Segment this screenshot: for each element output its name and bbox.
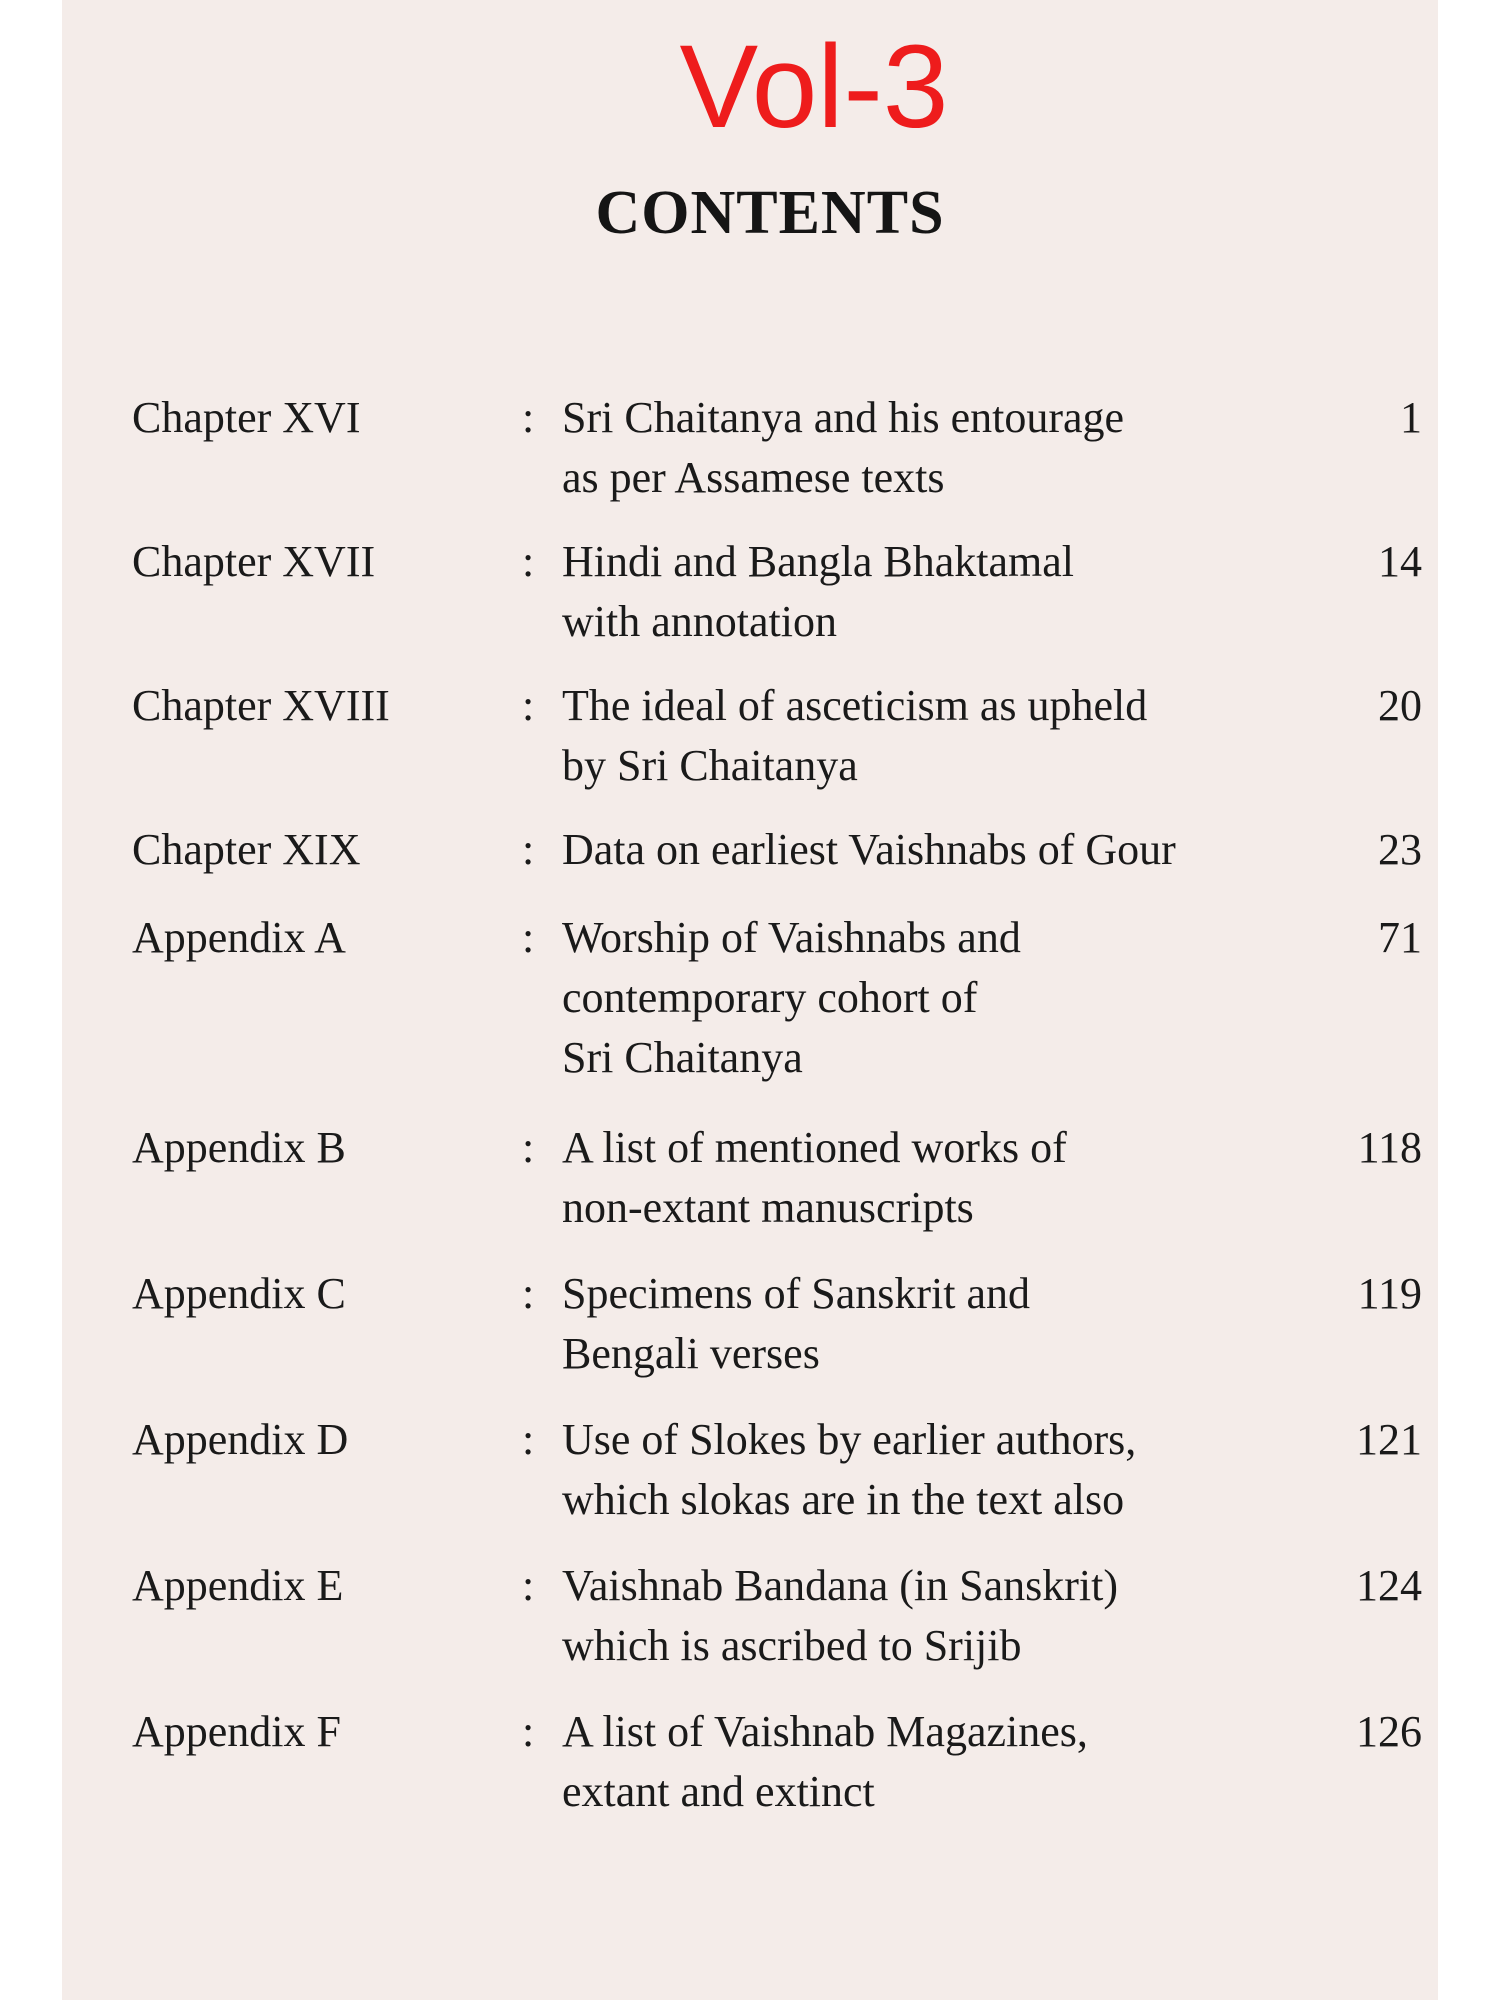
toc-entry-title-line: The ideal of asceticism as upheld bbox=[562, 681, 1148, 730]
toc-entry-title-line: extant and extinct bbox=[562, 1767, 875, 1816]
toc-entry-page: 121 bbox=[1356, 1415, 1422, 1464]
toc-entry-title-line: A list of mentioned works of bbox=[562, 1123, 1067, 1172]
toc-entry-label: Appendix F bbox=[132, 1707, 341, 1756]
toc-entry-appendix-b bbox=[132, 1118, 1422, 1238]
volume-label: Vol-3 bbox=[679, 21, 949, 153]
toc-entry-label: Chapter XVII bbox=[132, 537, 376, 586]
toc-entry-page: 71 bbox=[1378, 913, 1422, 962]
book-page bbox=[62, 0, 1438, 2000]
toc-entry-appendix-c bbox=[132, 1264, 1422, 1384]
toc-separator: : bbox=[522, 1269, 535, 1318]
toc-entry-title-line: A list of Vaishnab Magazines, bbox=[562, 1707, 1088, 1756]
toc-separator: : bbox=[522, 1123, 535, 1172]
toc-entry-page: 20 bbox=[1378, 681, 1422, 730]
toc-entry-page: 23 bbox=[1378, 825, 1422, 874]
toc-entry-chapter-xviii bbox=[132, 676, 1422, 796]
toc-entry-title bbox=[562, 1118, 1302, 1238]
toc-entry-title-line: non-extant manuscripts bbox=[562, 1183, 974, 1232]
toc-entry-title-line: Data on earliest Vaishnabs of Gour bbox=[562, 825, 1176, 874]
toc-entry-page: 1 bbox=[1400, 393, 1422, 442]
toc-entry-title-line: which slokas are in the text also bbox=[562, 1475, 1125, 1524]
toc-entry-label: Appendix D bbox=[132, 1415, 349, 1464]
toc-separator: : bbox=[522, 825, 535, 874]
toc-entry-title bbox=[562, 1410, 1302, 1530]
toc-entry-title bbox=[562, 388, 1302, 508]
contents-heading: CONTENTS bbox=[595, 179, 945, 247]
toc-entry-title-line: as per Assamese texts bbox=[562, 453, 945, 502]
toc-entry-title-line: Bengali verses bbox=[562, 1329, 820, 1378]
toc-entry-title-line: with annotation bbox=[562, 597, 837, 646]
toc-entry-chapter-xix bbox=[132, 820, 1422, 880]
toc-entry-title-line: by Sri Chaitanya bbox=[562, 741, 858, 790]
toc-entry-title bbox=[562, 908, 1302, 1088]
toc-separator: : bbox=[522, 1561, 535, 1610]
toc-entry-label: Appendix B bbox=[132, 1123, 346, 1172]
toc-separator: : bbox=[522, 393, 535, 442]
toc-entry-label: Chapter XVIII bbox=[132, 681, 390, 730]
toc-entry-label: Appendix E bbox=[132, 1561, 344, 1610]
toc-entry-label: Chapter XVI bbox=[132, 393, 361, 442]
table-of-contents bbox=[132, 388, 1422, 1822]
toc-entry-title bbox=[562, 1556, 1302, 1676]
toc-entry-label: Appendix A bbox=[132, 913, 346, 962]
toc-entry-title bbox=[562, 1264, 1302, 1384]
toc-entry-title bbox=[562, 820, 1302, 880]
toc-entry-page: 126 bbox=[1356, 1707, 1422, 1756]
toc-entry-chapter-xvi bbox=[132, 388, 1422, 508]
toc-separator: : bbox=[522, 537, 535, 586]
toc-entry-title-line: Specimens of Sanskrit and bbox=[562, 1269, 1031, 1318]
toc-entry-appendix-d bbox=[132, 1410, 1422, 1530]
toc-entry-title bbox=[562, 676, 1302, 796]
toc-entry-chapter-xvii bbox=[132, 532, 1422, 652]
toc-entry-title-line: Vaishnab Bandana (in Sanskrit) bbox=[562, 1561, 1118, 1610]
toc-entry-label: Appendix C bbox=[132, 1269, 346, 1318]
toc-entry-page: 14 bbox=[1378, 537, 1422, 586]
toc-separator: : bbox=[522, 1415, 535, 1464]
toc-separator: : bbox=[522, 1707, 535, 1756]
toc-entry-title-line: which is ascribed to Srijib bbox=[562, 1621, 1022, 1670]
toc-entry-title-line: Sri Chaitanya and his entourage bbox=[562, 393, 1125, 442]
toc-entry-appendix-f bbox=[132, 1702, 1422, 1822]
toc-entry-title-line: Use of Slokes by earlier authors, bbox=[562, 1415, 1137, 1464]
toc-entry-label: Chapter XIX bbox=[132, 825, 361, 874]
toc-entry-title-line: Sri Chaitanya bbox=[562, 1033, 803, 1082]
toc-entry-title-line: Worship of Vaishnabs and bbox=[562, 913, 1021, 962]
toc-entry-title bbox=[562, 1702, 1302, 1822]
toc-separator: : bbox=[522, 913, 535, 962]
toc-separator: : bbox=[522, 681, 535, 730]
toc-entry-page: 124 bbox=[1356, 1561, 1422, 1610]
toc-entry-title bbox=[562, 532, 1302, 652]
toc-entry-title-line: Hindi and Bangla Bhaktamal bbox=[562, 537, 1074, 586]
toc-entry-appendix-a bbox=[132, 908, 1422, 1088]
toc-entry-page: 119 bbox=[1357, 1269, 1422, 1318]
toc-entry-appendix-e bbox=[132, 1556, 1422, 1676]
toc-entry-title-line: contemporary cohort of bbox=[562, 973, 978, 1022]
toc-entry-page: 118 bbox=[1357, 1123, 1422, 1172]
